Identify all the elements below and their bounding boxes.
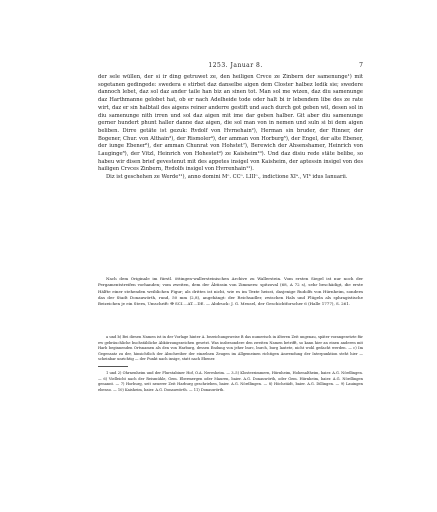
footnote-divider <box>98 366 128 367</box>
textual-notes-text: a und b) Bei diesen Namen ist in der Vorlage hinter A. bezeichungsweise B das numerisch in älteren Zeit ungenau, später vorangesetzte für ew gebräuchliche buchstäbliche Abkürzungszeichen gesetzt. Was insbesondere den zweiten Namen betrifft, so kann hier an einen anderen mit Harb beginnenden Ortsnamen als den von Harburg, dessen Endung von jeher burc, burch, burg lautete, nicht wohl gedacht werden. — c) Im Gegensatz zu der, hinsichtlich der Abschreiber der einzelnen Zeugen im Allgemeinen richtigen Anwendung der Interpunktion steht hier — scheinbar unrichtig — der Punkt nach insige, statt nach Ebener. <box>98 335 363 362</box>
footnotes <box>98 371 363 393</box>
footnotes-text: 1 und 2) Ohrnenheim und der Flurstabiner Hof, O.A. Neresheim. — 3–5) Klosterzimmern, Hürnheim, Hohenaltheim, baier. A.G. Nördlingen. — 6) Vielleicht nach der Reismühle, Gem. Ebermergen oder Mauren, baier. A.G. Donauwörth, oder Gem. Hürnheim, baier. A.G. Nördlingen genannt. — 7) Horburg, seit neuerer Zeit Harburg geschrieben, baier. A.G. Nördlingen. — 8) Höchstädt, baier. A.G. Dillingen. — 9) Lauingen ebenso. — 10) Kaisheim, baier. A.G. Donauwörth. — 11) Donauwörth. <box>98 371 363 392</box>
charter-paragraph-1: der sele wüllen, der si ir ding getruwet ze, den heiligen Crvce ze Zinbern der samenunge¹) mit sogetanen gedingede: swedera e stirbet daz danselbe aigen dem Closter halbez ledik sie; swedere dannoch lebet, daz sol daz ander taile han biz an sinen tot. Man sol me wizen, daz diu samenunge daz Harthmanne gelobet hat, ob er nach Adelheide tode oder halt bi ir lebendem libe des ze rate wirt, daz er sin halbtail des aigens reiner anderre gestift und auch durch got geben wil, desen sol in diu samenunge nith irren und sol daz aigen mit ime dar geben halber. Git aber diu samenunge gerner hundert phunt haller danne daz aigen, die sol man von in nemen und suln si bi dem aigen beliben. Dirre getäte ist gezuk: Rvdolf von Hvrnehain²), Herman sin bruder, der Rinner, der Bogener, Chur. von Althain³), der Rismoler⁴), der amman von Horburg⁵), der Engel, der alte Ebener, der iunge Ebener⁶), der amman Chunrat von Hohstet⁷), Berewich der Ahsenshamer, Heinrich von Lauginge⁸), der Vitzl, Heinrich von Hohestet⁹) ze Kaisheim¹⁰). Und daz disiu rede stäte belibe, so habeu wir disen brief gevestenut mit des appetes insigel von Kaisheim, der aptessin insigel von des hailigen Crvces Zinbern, Rvdolfs insigel von Hvrrenhain¹¹). <box>98 74 363 173</box>
page-number: 7 <box>359 62 363 69</box>
source-note-text: Nach dem Originale im fürstl. öttingen-wallersteinischen Archive zu Wallerstein. Vom ersten Siegel ist nur noch der Pergamentstreifen vorhanden; vom zweiten, dem der Äbtissin von Zimmern: spitzoval (68, A 72 s), sehr beschädigt, die erste Hälfte einer stehenden weiblichen Figur; als drittes ist nicht, wie es im Texte heisst, dasjenige Rudolfs von Hürnheim, sondern das der Stadt Donauwörth, rund, 50 mm (2,8), angehängt: der Reichsadler, zwischen Hals und Flügeln als sphragistische Beizeichen je ein Stern, Umschrift: ✠ SCI....AT....DE. — Abdruck: J. G. Meusel, der Geschichtforscher 6 (Halle 1777), S. 261. <box>98 276 363 307</box>
running-head: 1253. Januar 8. <box>208 62 263 69</box>
textual-notes <box>98 335 363 363</box>
charter-paragraph-2: Diz ist geschehen ze Werde¹¹), anno domini Mᵒ. CCᵒ. LIIIᵒ., indictione XIᵃ., VIᵇ idus Ianuarii. <box>106 174 348 181</box>
charter-text <box>98 74 363 182</box>
source-note <box>98 276 363 307</box>
page-header <box>98 62 363 69</box>
